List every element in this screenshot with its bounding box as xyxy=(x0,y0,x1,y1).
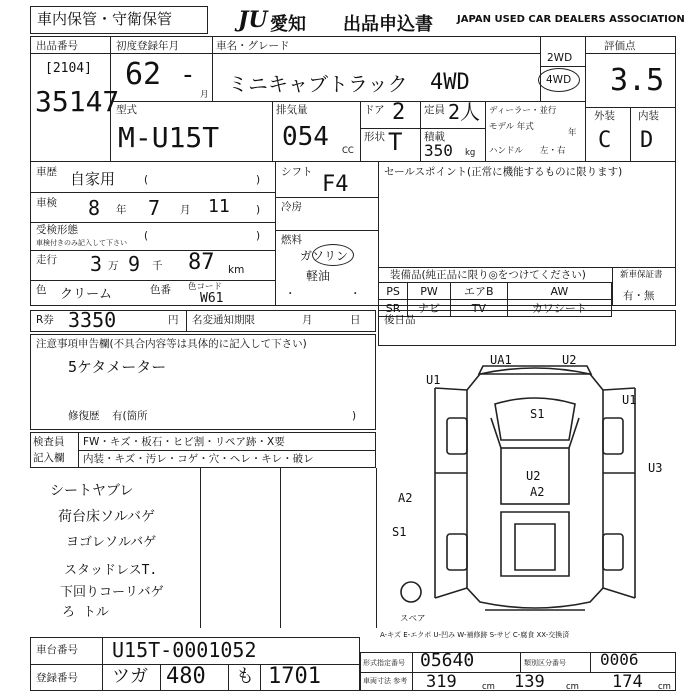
type-category-label: 類別区分番号 xyxy=(524,659,566,667)
fuel-diesel-value: 軽油 xyxy=(306,269,331,283)
equip-navi: ナビ xyxy=(408,300,451,317)
new-warranty-options: 有・無 xyxy=(623,290,655,302)
inspect-year-unit: 年 xyxy=(116,204,127,216)
fuel-label: 燃料 xyxy=(281,234,302,246)
new-warranty-label: 新車保証書 xyxy=(620,270,663,280)
lot-code-value: [2104] xyxy=(45,61,92,76)
entry-label: 記入欄 xyxy=(33,452,65,464)
form-title: 出品申込書 xyxy=(343,14,433,35)
type-label: 型式 xyxy=(116,104,137,116)
equip-pw: PW xyxy=(408,283,451,300)
model-year-unit: 年 xyxy=(568,128,577,138)
dealer-label: ディーラー・並行 xyxy=(489,106,557,116)
diagram-mark-u1-left: U1 xyxy=(426,373,441,387)
dim-3-value: 174 xyxy=(612,672,643,692)
first-reg-year-value: 62 xyxy=(125,57,162,92)
diagram-mark-a2-left: A2 xyxy=(398,491,413,505)
inspect-note-label: 車検付きのみ記入して下さい xyxy=(36,239,127,247)
diagram-mark-u2-top: U2 xyxy=(562,353,577,367)
repair-label: 修復歴 xyxy=(68,410,100,422)
fuel-dot-left: ・ xyxy=(285,288,296,300)
inspect-month-unit: 月 xyxy=(180,204,191,216)
inspect-year-value: 8 xyxy=(88,196,101,220)
dims-label: 車両寸法 参考 xyxy=(363,677,408,685)
load-label: 積載 xyxy=(424,131,445,143)
inspect-day-value: 11 xyxy=(208,196,230,217)
ext-value: C xyxy=(598,128,612,153)
type-category-value: 0006 xyxy=(600,650,639,669)
reg-class-value: 480 xyxy=(166,664,206,689)
r-ticket-value: 3350 xyxy=(68,308,117,332)
model-grade-label: 車名・グレード xyxy=(216,40,290,52)
fuel-dot-right: ・ xyxy=(350,288,361,300)
color-code-value: W61 xyxy=(200,291,224,306)
capacity-value: 2人 xyxy=(448,100,481,124)
notes-label: 注意事項申告欄(不具合内容等は具体的に記入して下さい) xyxy=(36,338,307,350)
ext-label: 外装 xyxy=(594,110,615,122)
damage-legend: A-キズ E-エクボ U-凹み W-補修跡 S-サビ C-腐食 XX-交換済 xyxy=(380,631,570,639)
fw-row-label: FW・キズ・板石・ヒビ割・リペア跡・X要 xyxy=(83,436,285,448)
rating-label: 評価点 xyxy=(604,40,636,52)
history-label: 車歴 xyxy=(36,166,57,178)
color-value: クリーム xyxy=(60,287,113,302)
type-value: M-U15T xyxy=(118,121,220,154)
history-value: 自家用 xyxy=(70,170,116,188)
equip-leather: カワシート xyxy=(507,300,611,317)
load-value: 350 xyxy=(424,141,453,160)
reg-kana-value: も xyxy=(236,666,254,687)
diagram-mark-u2-center: U2 xyxy=(526,469,541,483)
post-install-box xyxy=(378,310,676,346)
kg-unit: kg xyxy=(465,148,476,158)
repair-paren-close: ) xyxy=(352,410,357,422)
km-unit: km xyxy=(228,264,245,276)
doors-label: ドア xyxy=(364,104,385,116)
notice-date-label: 名変通知期限 xyxy=(192,314,255,326)
shift-value: F4 xyxy=(322,172,349,197)
capacity-label: 定員 xyxy=(424,104,445,116)
inspect-form-label: 受検形態 xyxy=(36,224,78,236)
cc-unit: CC xyxy=(342,146,354,156)
dim-3-unit: cm xyxy=(658,682,671,692)
mileage-man-value: 3 xyxy=(90,252,103,276)
first-reg-month-unit: 月 xyxy=(200,90,209,100)
inspect-form-paren-close: ) xyxy=(256,230,261,242)
model-year-label: モデル 年式 xyxy=(489,122,534,132)
inspect-month-value: 7 xyxy=(148,196,161,220)
fuel-gas-value: ガソリン xyxy=(300,249,349,263)
left-note-2: 荷台床ソルバゲ xyxy=(58,509,156,525)
shift-label: シフト xyxy=(281,166,313,178)
shape-value: T xyxy=(388,128,403,156)
int-value: D xyxy=(640,128,654,153)
color-code-label: 色コード xyxy=(188,282,223,292)
chassis-value: U15T-0001052 xyxy=(112,638,257,662)
fourwd-label: 4WD xyxy=(546,74,572,86)
diagram-mark-a2-center: A2 xyxy=(530,485,545,499)
inspect-paren-close: ) xyxy=(256,204,261,216)
r-ticket-label: R券 xyxy=(36,314,54,326)
yen-unit: 円 xyxy=(168,314,179,326)
fuel-circle xyxy=(312,244,354,266)
reg-pref-value: ツガ xyxy=(112,666,148,687)
type-designation-value: 05640 xyxy=(420,650,475,671)
diagram-mark-ua1: UA1 xyxy=(490,353,512,367)
equip-aw: AW xyxy=(507,283,611,300)
displacement-value: 054 xyxy=(282,122,329,152)
int-label: 内装 xyxy=(638,110,659,122)
diagram-mark-s1-top: S1 xyxy=(530,407,545,421)
equip-sr: SR xyxy=(379,300,408,317)
mileage-sen-unit: 千 xyxy=(152,260,163,272)
inspection-label: 車検 xyxy=(36,197,57,209)
notice-day-unit: 日 xyxy=(350,314,361,326)
int-row-label: 内装・キズ・汚レ・コゲ・穴・ヘレ・キレ・破レ xyxy=(83,453,314,465)
spare-label: スペア xyxy=(400,614,426,624)
color-no-label: 色番 xyxy=(150,284,171,296)
type-designation-label: 形式指定番号 xyxy=(363,659,405,667)
dim-2-value: 139 xyxy=(514,672,545,692)
left-note-1: シートヤブレ xyxy=(50,483,134,499)
cooler-label: 冷房 xyxy=(281,201,302,213)
sales-point-label: セールスポイント(正常に機能するものに限ります) xyxy=(384,166,623,178)
ju-logo: JU xyxy=(238,7,268,33)
equip-airbag: エアB xyxy=(450,283,507,300)
inspect-form-paren-open: ( xyxy=(144,230,149,242)
chassis-label: 車台番号 xyxy=(36,644,78,656)
dim-1-unit: cm xyxy=(482,682,495,692)
history-paren-open: ( xyxy=(144,174,149,186)
model-value: ミニキャブトラック xyxy=(228,72,408,96)
left-note-4: スタッドレスT. xyxy=(64,563,158,578)
equipment-label: 装備品(純正品に限り◎をつけてください) xyxy=(390,269,586,281)
notes-line-1: 5ケタメーター xyxy=(68,358,167,376)
dim-1-value: 319 xyxy=(426,672,457,692)
diagram-mark-u3: U3 xyxy=(648,461,663,475)
shape-label: 形状 xyxy=(364,131,385,143)
diagram-mark-u1-right: U1 xyxy=(622,393,637,407)
displacement-label: 排気量 xyxy=(276,104,308,116)
reg-num-value: 1701 xyxy=(268,664,321,689)
dim-2-unit: cm xyxy=(566,682,579,692)
mileage-label: 走行 xyxy=(36,254,57,266)
first-reg-dash: - xyxy=(180,60,196,90)
mileage-sen-value: 9 xyxy=(128,252,141,276)
reg-no-label: 登録番号 xyxy=(36,672,78,684)
history-paren-close: ) xyxy=(256,174,261,186)
twowd-label: 2WD xyxy=(547,52,573,64)
handle-label: ハンドル xyxy=(489,146,524,156)
mileage-km-value: 87 xyxy=(188,250,215,275)
association-name: JAPAN USED CAR DEALERS ASSOCIATION xyxy=(457,14,685,25)
lot-no-label: 出品番号 xyxy=(36,40,78,52)
notice-month-unit: 月 xyxy=(302,314,313,326)
left-note-3: ヨゴレソルバゲ xyxy=(66,535,157,550)
doors-value: 2 xyxy=(392,100,406,125)
mileage-man-unit: 万 xyxy=(108,260,119,272)
storage-label: 車内保管・守衛保管 xyxy=(37,10,173,28)
left-note-5: 下回りコーリバゲ xyxy=(60,585,164,600)
repair-value: 有(箇所 xyxy=(112,410,148,422)
post-install-label: 後日品 xyxy=(384,314,416,326)
color-label: 色 xyxy=(36,284,47,296)
equip-tv: TV xyxy=(450,300,507,317)
rating-value: 3.5 xyxy=(610,63,665,98)
diagram-mark-s1-left: S1 xyxy=(392,525,407,539)
lot-no-value: 35147 xyxy=(35,85,120,118)
drive-value: 4WD xyxy=(430,70,470,95)
inspector-label: 検査員 xyxy=(33,436,65,448)
left-note-6: ろ トル xyxy=(62,605,109,620)
handle-lr: 左・右 xyxy=(540,146,566,156)
org-name: 愛知 xyxy=(270,14,306,35)
equip-ps: PS xyxy=(379,283,408,300)
first-reg-label: 初度登録年月 xyxy=(116,40,179,52)
